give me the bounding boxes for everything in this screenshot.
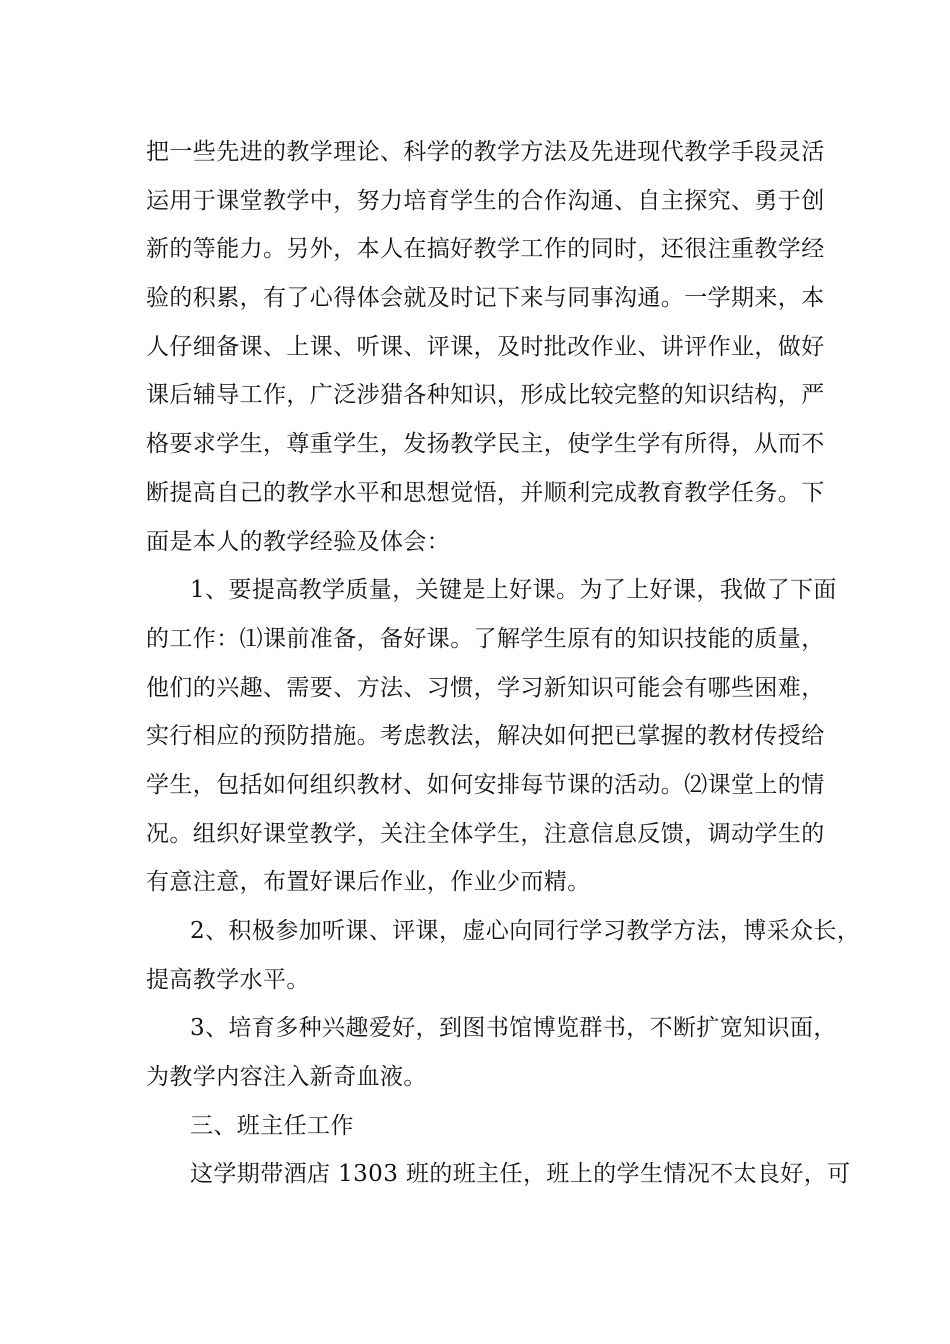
- text-line: 况。组织好课堂教学，关注全体学生，注意信息反馈，调动学生的: [146, 820, 825, 847]
- text-line: 这学期带酒店 1303 班的班主任，班上的学生情况不太良好，可: [190, 1161, 851, 1188]
- text-line: 1、要提高教学质量，关键是上好课。为了上好课，我做了下面: [190, 577, 837, 604]
- text-line: 面是本人的教学经验及体会：: [146, 528, 451, 555]
- text-line: 实行相应的预防措施。考虑教法，解决如何把已掌握的教材传授给: [146, 723, 825, 750]
- text-line: 有意注意，布置好课后作业，作业少而精。: [146, 869, 591, 896]
- text-line: 人仔细备课、上课、听课、评课，及时批改作业、讲评作业，做好: [146, 333, 825, 360]
- paragraph: [146, 1150, 851, 1199]
- text-line: 学生，包括如何组织教材、如何安排每节课的活动。⑵课堂上的情: [146, 771, 825, 798]
- text-line: 三、班主任工作: [190, 1112, 354, 1139]
- paragraph: [146, 1102, 836, 1151]
- paragraph: [146, 128, 836, 566]
- text-line: 课后辅导工作，广泛涉猎各种知识，形成比较完整的知识结构，严: [146, 382, 825, 409]
- text-line: 运用于课堂教学中，努力培育学生的合作沟通、自主探究、勇于创: [146, 187, 825, 214]
- text-line: 2、积极参加听课、评课，虚心向同行学习教学方法，博采众长，: [190, 918, 861, 944]
- text-line: 的工作：⑴课前准备，备好课。了解学生原有的知识技能的质量，: [146, 625, 825, 652]
- text-line: 他们的兴趣、需要、方法、习惯，学习新知识可能会有哪些困难，: [146, 674, 825, 701]
- text-line: 为教学内容注入新奇血液。: [146, 1064, 427, 1091]
- text-line: 验的积累，有了心得体会就及时记下来与同事沟通。一学期来，本: [146, 285, 825, 312]
- text-line: 断提高自己的教学水平和思想觉悟，并顺利完成教育教学任务。下: [146, 479, 825, 506]
- paragraph: [146, 907, 861, 1004]
- text-line: 格要求学生，尊重学生，发扬教学民主，使学生学有所得，从而不: [146, 431, 825, 458]
- text-line: 把一些先进的教学理论、科学的教学方法及先进现代教学手段灵活: [146, 139, 825, 165]
- body-text: [146, 128, 861, 1199]
- text-line: 提高教学水平。: [146, 966, 310, 993]
- text-line: 新的等能力。另外，本人在搞好教学工作的同时，还很注重教学经: [146, 236, 825, 263]
- paragraph: [146, 566, 836, 907]
- text-line: 3、培育多种兴趣爱好，到图书馆博览群书，不断扩宽知识面，: [190, 1015, 837, 1042]
- paragraph: [146, 1004, 836, 1101]
